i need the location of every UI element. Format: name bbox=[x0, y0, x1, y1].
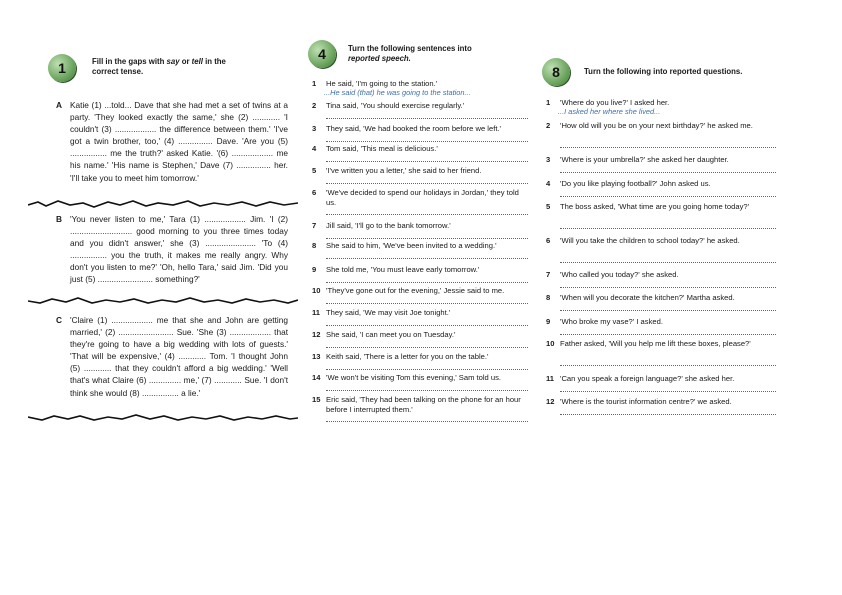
answer-line[interactable] bbox=[326, 237, 528, 239]
item-number: 8 bbox=[546, 293, 551, 302]
item-prompt: 'Can you speak a foreign language?' she asked her. bbox=[560, 374, 735, 383]
answer-line[interactable] bbox=[326, 117, 528, 119]
item-prompt: 'Where is the tourist information centre?' we asked. bbox=[560, 397, 732, 406]
section-text: 'Claire (1) .................. me that she and John are getting married,' (2) ........................ Sue. 'She (3) .................. that they're going to have a big wedding with lots of guests.' 'That will be expensive,' (4) ............ Tom. 'I thought John (5) ............ that they couldn't afford a big wedding.' 'Well that's what Claire (6) .............. me,' (7) ............ Sue. 'I don't think she would (8) ................ a lie.' bbox=[70, 315, 288, 398]
answer-line[interactable] bbox=[560, 171, 776, 173]
item-number: 14 bbox=[312, 373, 321, 382]
exercise-1-section-c bbox=[56, 314, 288, 399]
item-number: 8 bbox=[312, 241, 317, 250]
item-prompt: They said, 'We had booked the room before we left.' bbox=[326, 124, 501, 133]
section-letter: B bbox=[56, 214, 62, 224]
item-prompt: He said, 'I'm going to the station.' bbox=[326, 79, 438, 88]
item-prompt: 'They've gone out for the evening,' Jessie said to me. bbox=[326, 286, 505, 295]
answer-line[interactable] bbox=[326, 140, 528, 142]
item-prompt: 'We've decided to spend our holidays in Jordan,' they told us. bbox=[326, 188, 519, 207]
item-number: 4 bbox=[546, 179, 551, 188]
item-number: 5 bbox=[546, 202, 551, 211]
answer-line[interactable] bbox=[326, 257, 528, 259]
item-number: 3 bbox=[312, 124, 317, 133]
item-number: 13 bbox=[312, 352, 321, 361]
item-prompt: She said, 'I can meet you on Tuesday.' bbox=[326, 330, 456, 339]
answer-line[interactable] bbox=[560, 261, 776, 263]
item-prompt: 'Where is your umbrella?' she asked her daughter. bbox=[560, 155, 729, 164]
torn-edge-divider bbox=[28, 413, 298, 423]
answer-line[interactable] bbox=[560, 390, 776, 392]
section-letter: C bbox=[56, 315, 62, 325]
answer-line[interactable] bbox=[560, 227, 776, 229]
item-prompt: Eric said, 'They had been talking on the phone for an hour before I interrupted them.' bbox=[326, 395, 521, 414]
section-text: 'You never listen to me,' Tara (1) .................. Jim. 'I (2) ........................... good morning to you three times today and you didn't answer,' she (3) ...................... 'To (4) ................ you the truth, it makes me really angry. Why don't you listen to me?' 'Oh, hello Tara,' said Jim. 'Did you just (5) ........................ something?' bbox=[70, 214, 288, 285]
answer-line[interactable] bbox=[326, 346, 528, 348]
item-number: 1 bbox=[546, 98, 551, 107]
item-number: 11 bbox=[312, 308, 321, 317]
section-text: Katie (1) ...told... Dave that she had met a set of twins at a party. 'They looked exactly the same,' she (2) ............ 'I couldn't (3) .................. the difference between them.' 'I've got a twin brother, too,' (4) ............... Dave. 'Are you (5) ................ me the truth?' asked Katie. '(6) .................. me his name.' 'His name is Stephen,' Dave (7) ............... her. 'I'll take you to meet him tomorrow.' bbox=[70, 100, 288, 183]
answer-line[interactable] bbox=[560, 333, 776, 335]
item-prompt: They said, 'We may visit Joe tonight.' bbox=[326, 308, 451, 317]
title-tell: tell bbox=[191, 57, 203, 66]
answer-line[interactable] bbox=[326, 368, 528, 370]
exercise-number: 1 bbox=[58, 60, 66, 76]
exercise-4-badge bbox=[308, 40, 336, 68]
exercise-number: 8 bbox=[552, 64, 560, 80]
item-prompt: 'Do you like playing football?' John asked us. bbox=[560, 179, 711, 188]
title-text: in the bbox=[202, 57, 226, 66]
item-prompt: 'Where do you live?' I asked her. bbox=[560, 98, 670, 107]
title-text: reported speech. bbox=[348, 54, 411, 63]
exercise-1-section-b bbox=[56, 213, 288, 286]
title-text: or bbox=[179, 57, 192, 66]
item-prompt: 'Will you take the children to school today?' he asked. bbox=[560, 236, 740, 245]
item-number: 10 bbox=[546, 339, 555, 348]
exercise-4-title bbox=[348, 44, 538, 64]
answer-line[interactable] bbox=[326, 324, 528, 326]
answer-line[interactable] bbox=[560, 364, 776, 366]
answer-line[interactable] bbox=[560, 195, 776, 197]
item-prompt: 'Who broke my vase?' I asked. bbox=[560, 317, 663, 326]
answer-line[interactable] bbox=[560, 309, 776, 311]
item-prompt: Tom said, 'This meal is delicious.' bbox=[326, 144, 438, 153]
item-prompt: She said to him, 'We've been invited to a wedding.' bbox=[326, 241, 497, 250]
item-prompt: Keith said, 'There is a letter for you on the table.' bbox=[326, 352, 489, 361]
answer-line[interactable] bbox=[326, 281, 528, 283]
answer-line[interactable] bbox=[326, 160, 528, 162]
item-number: 12 bbox=[312, 330, 321, 339]
title-text: Fill in the gaps with bbox=[92, 57, 167, 66]
example-answer: ...I asked her where she lived... bbox=[558, 106, 661, 116]
item-number: 7 bbox=[546, 270, 551, 279]
exercise-8-badge bbox=[542, 58, 570, 86]
exercise-1-badge bbox=[48, 54, 76, 82]
answer-line[interactable] bbox=[560, 413, 776, 415]
example-answer: ...He said (that) he was going to the station... bbox=[324, 87, 471, 97]
item-prompt: She told me, 'You must leave early tomorrow.' bbox=[326, 265, 480, 274]
item-number: 9 bbox=[546, 317, 551, 326]
item-prompt: The boss asked, 'What time are you going home today?' bbox=[560, 202, 750, 211]
torn-edge-divider bbox=[28, 296, 298, 306]
item-number: 12 bbox=[546, 397, 555, 406]
section-letter: A bbox=[56, 100, 62, 110]
exercise-1-title bbox=[92, 57, 292, 77]
item-number: 5 bbox=[312, 166, 317, 175]
exercise-8-title bbox=[584, 67, 794, 77]
item-number: 2 bbox=[546, 121, 551, 130]
title-text: Turn the following into reported questions. bbox=[584, 67, 743, 76]
answer-line[interactable] bbox=[326, 213, 528, 215]
item-number: 4 bbox=[312, 144, 317, 153]
item-prompt: 'We won't be visiting Tom this evening,' Sam told us. bbox=[326, 373, 502, 382]
exercise-1-section-a bbox=[56, 99, 288, 184]
item-prompt: 'How old will you be on your next birthday?' he asked me. bbox=[560, 121, 753, 130]
item-number: 15 bbox=[312, 395, 321, 404]
answer-line[interactable] bbox=[326, 302, 528, 304]
exercise-number: 4 bbox=[318, 46, 326, 62]
item-number: 9 bbox=[312, 265, 317, 274]
answer-line[interactable] bbox=[326, 182, 528, 184]
title-text: correct tense. bbox=[92, 67, 144, 76]
item-number: 6 bbox=[546, 236, 551, 245]
answer-line[interactable] bbox=[560, 146, 776, 148]
answer-line[interactable] bbox=[326, 420, 528, 422]
torn-edge-divider bbox=[28, 199, 298, 209]
item-number: 3 bbox=[546, 155, 551, 164]
item-number: 10 bbox=[312, 286, 321, 295]
item-number: 7 bbox=[312, 221, 317, 230]
item-number: 1 bbox=[312, 79, 317, 88]
item-prompt: Jill said, 'I'll go to the bank tomorrow.' bbox=[326, 221, 451, 230]
item-prompt: 'When will you decorate the kitchen?' Martha asked. bbox=[560, 293, 735, 302]
item-prompt: Father asked, 'Will you help me lift these boxes, please?' bbox=[560, 339, 751, 348]
answer-line[interactable] bbox=[326, 389, 528, 391]
title-say: say bbox=[166, 57, 180, 66]
item-number: 6 bbox=[312, 188, 317, 197]
item-prompt: Tina said, 'You should exercise regularly.' bbox=[326, 101, 465, 110]
item-number: 2 bbox=[312, 101, 317, 110]
answer-line[interactable] bbox=[560, 286, 776, 288]
title-text: Turn the following sentences into bbox=[348, 44, 472, 53]
item-prompt: 'Who called you today?' she asked. bbox=[560, 270, 679, 279]
item-prompt: 'I've written you a letter,' she said to her friend. bbox=[326, 166, 482, 175]
item-number: 11 bbox=[546, 374, 555, 383]
